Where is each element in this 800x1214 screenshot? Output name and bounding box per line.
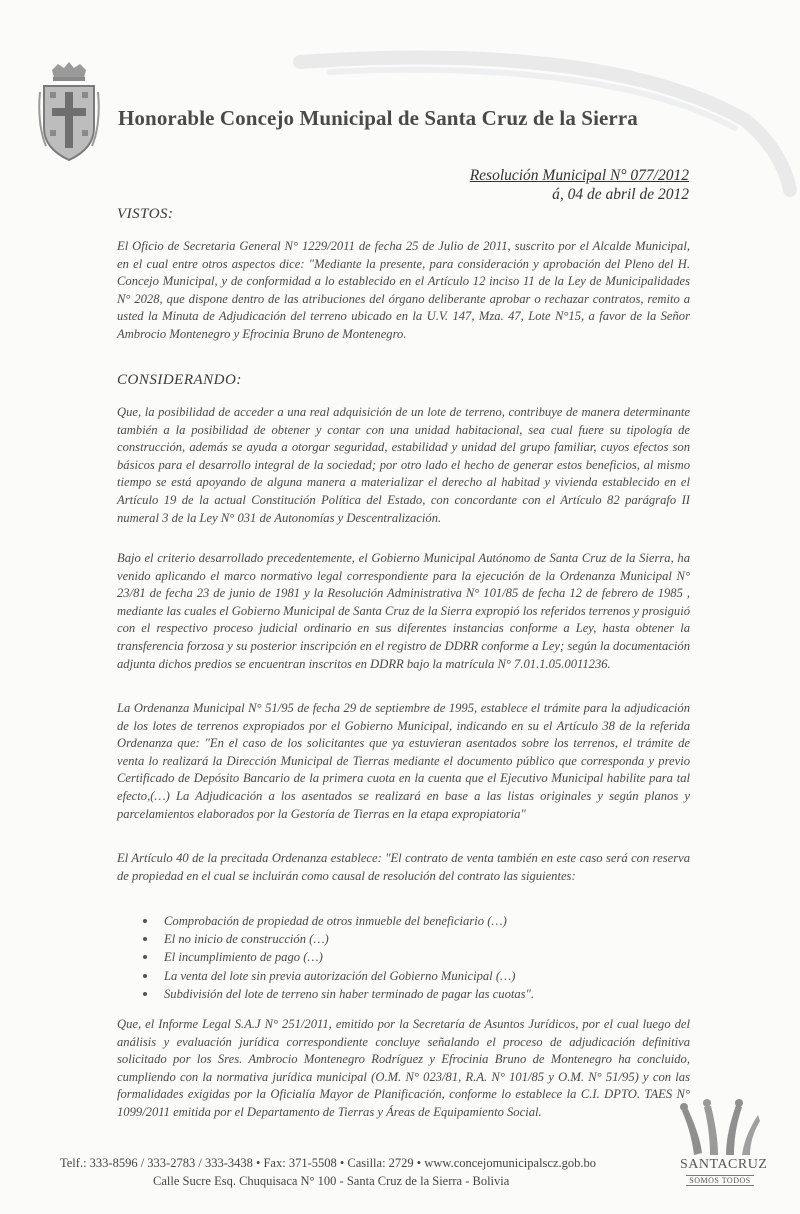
resolution-causes-list — [140, 912, 690, 1003]
resolution-block — [470, 166, 689, 204]
list-item: La venta del lote sin previa autorización del Gobierno Municipal (…) — [140, 967, 690, 985]
logo-wordmark: SANTACRUZ — [680, 1157, 768, 1172]
logo-tagline: SOMOS TODOS — [686, 1175, 754, 1186]
list-item: El no inicio de construcción (…) — [140, 930, 690, 948]
considerando-paragraph-1: Que, la posibilidad de acceder a una real adquisición de un lote de terreno, contribuye de manera determinante también a la posibilidad de obtener y contar con una unidad habitacional, sea cual fuere su tipología de construcción, además se ayuda a otorgar seguridad, estabilidad y unidad del grupo familiar, cuyos efectos son básicos para el desarrollo integral de la sociedad; por otro lado el hecho de generar estos beneficios, al mismo tiempo se está apoyando de alguna manera a materializar el derecho al habitad y vivienda establecido en el Artículo 19 de la actual Constitución Política del Estado, con concordante con el Artículo 82 parágrafo II numeral 3 de la Ley N° 031 de Autonomías y Descentralización. — [117, 405, 690, 525]
list-item: El incumplimiento de pago (…) — [140, 948, 690, 966]
footer-address: Calle Sucre Esq. Chuquisaca N° 100 - Santa Cruz de la Sierra - Bolivia — [153, 1174, 510, 1188]
raised-hands-icon — [680, 1095, 760, 1157]
considerando-closing-paragraph: Que, el Informe Legal S.A.J N° 251/2011, emitido por la Secretaría de Asuntos Jurídicos, por el cual luego del análisis y evaluación jurídica correspondiente concluye señalando el proceso de adjudicación definitiva solicitado por los Sres. Ambrocio Montenegro Rodríguez y Efrocinia Bruno de Montenegro ha concluido, cumpliendo con la normativa jurídica municipal (O.M. N° 023/81, R.A. N° 101/85 y O.M. N° 51/95) y con las formalidades exigidas por la Oficialía Mayor de Planificación, conforme lo establece la C.I. DPTO. TAES N° 1099/2011 emitida por el Departamento de Tierras y Áreas de Equipamiento Social. — [117, 1017, 690, 1119]
considerando-paragraph-2: Bajo el criterio desarrollado precedentemente, el Gobierno Municipal Autónomo de Santa Cruz de la Sierra, ha venido aplicando el marco normativo legal correspondiente para la ejecución de la Ordenanza Municipal N° 23/81 de fecha 23 de junio de 1981 y la Resolución Administrativa N° 101/85 de fecha 12 de febrero de 1985 , mediante las cuales el Gobierno Municipal de Santa Cruz de la Sierra expropió los referidos terrenos y prosiguió con el respectivo proceso judicial ordinario en sus diferentes instancias conforme a Ley, hasta obtener la transferencia forzosa y su posterior inscripción en el registro de DDRR conforme a Ley; según la documentación adjunta dichos predios se encuentran inscritos en DDRR bajo la matrícula N° 7.01.1.05.0011236. — [117, 551, 690, 671]
institution-title: Honorable Concejo Municipal de Santa Cruz de la Sierra — [118, 106, 638, 130]
santa-cruz-logo — [680, 1095, 768, 1195]
list-item: Subdivisión del lote de terreno sin haber terminado de pagar las cuotas". — [140, 985, 690, 1003]
footer-contact: Telf.: 333-8596 / 333-2783 / 333-3438 • Fax: 371-5508 • Casilla: 2729 • www.concejomunicipalscz.gob.bo — [60, 1156, 597, 1170]
resolution-date: á, 04 de abril de 2012 — [552, 186, 689, 203]
vistos-heading: VISTOS: — [117, 206, 174, 222]
considerando-heading: CONSIDERANDO: — [117, 372, 242, 388]
municipal-crest-icon — [38, 62, 100, 162]
resolution-number: Resolución Municipal N° 077/2012 — [469, 167, 689, 184]
vistos-paragraph: El Oficio de Secretaria General N° 1229/2011 de fecha 25 de Julio de 2011, suscrito por el Alcalde Municipal, en el cual entre otros aspectos dice: "Mediante la presente, para consideración y aprobación del Pleno del H. Concejo Municipal, y de conformidad a lo establecido en el Artículo 12 inciso 11 de la Ley de Municipalidades N° 2028, que dispone dentro de las atribuciones del órgano deliberante aprobar o rechazar contratos, remito a usted la Minuta de Adjudicación del terreno ubicado en la U.V. 147, Mza. 47, Lote N°15, a favor de la Señor Ambrocio Montenegro y Efrocinia Bruno de Montenegro. — [117, 239, 690, 341]
considerando-paragraph-3: La Ordenanza Municipal N° 51/95 de fecha 29 de septiembre de 1995, establece el trámite para la adjudicación de los lotes de terrenos expropiados por el Gobierno Municipal, indicando en su el Artículo 38 de la referida Ordenanza que: "En el caso de los solicitantes que ya estuvieran asentados sobre los terrenos, el trámite de venta lo realizará la Dirección Municipal de Tierras mediante el documento público que corresponda y previo Certificado de Depósito Bancario de la primera cuota en la cuenta que el Ejecutivo Municipal habilite para tal efecto,(…) La Adjudicación a los asentados se realizará en base a las listas originales y según planos y parcelamientos elaborados por la Gestoría de Tierras en la etapa expropiatoria" — [117, 701, 690, 821]
list-item: Comprobación de propiedad de otros inmueble del beneficiario (…) — [140, 912, 690, 930]
considerando-paragraph-4: El Artículo 40 de la precitada Ordenanza establece: "El contrato de venta también en este caso será con reserva de propiedad en el cual se incluirán como causal de resolución del contrato las siguientes: — [117, 851, 690, 883]
